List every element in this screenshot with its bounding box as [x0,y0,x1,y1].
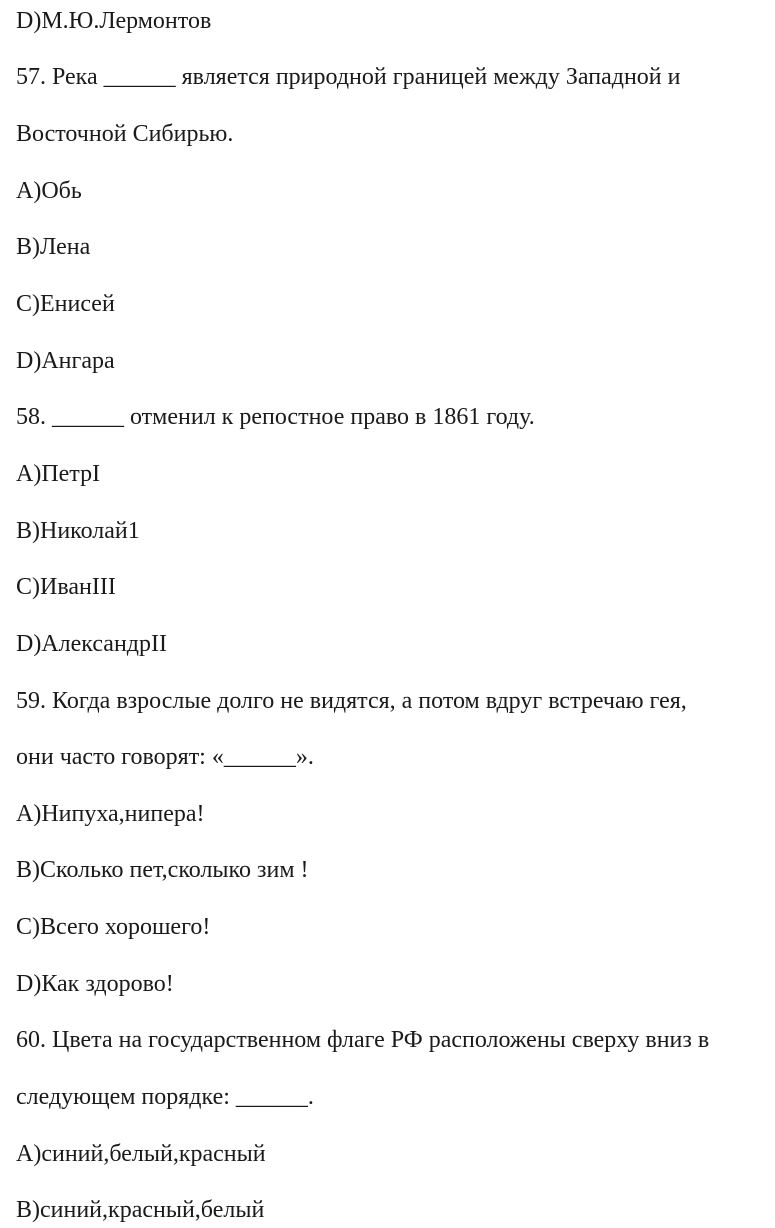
q58-option-b: B)Николай1 [16,518,140,544]
q60-option-a: A)синий,белый,красный [16,1141,266,1167]
q59-text-line-2: они часто говорят: «______». [16,744,314,770]
q57-option-c: C)Енисей [16,291,115,317]
q57-text-line-1: 57. Река ______ является природной границей между Западной и [16,64,681,90]
q57-text-line-2: Восточной Сибирью. [16,121,234,147]
q57-option-a: A)Обь [16,178,82,204]
q59-option-c: C)Всего хорошего! [16,914,211,940]
q58-option-a: A)ПетрI [16,461,101,487]
q56-option-d: D)М.Ю.Лермонтов [16,8,212,34]
q60-text-line-2: следующем порядке: ______. [16,1084,314,1110]
q59-option-d: D)Как здорово! [16,971,174,997]
q60-option-b: B)синий,красный,белый [16,1197,265,1223]
q59-option-b: B)Сколько пет,сколыко зим ! [16,857,309,883]
q58-option-d: D)АлександрII [16,631,167,657]
q57-option-b: B)Лена [16,234,91,260]
q60-text-line-1: 60. Цвета на государственном флаге РФ расположены сверху вниз в [16,1027,710,1053]
q57-option-d: D)Ангара [16,348,115,374]
q59-option-a: A)Нипуха,нипера! [16,801,205,827]
q58-option-c: C)ИванIII [16,574,116,600]
q59-text-line-1: 59. Когда взрослые долго не видятся, а потом вдруг встречаю гея, [16,688,687,714]
q58-text: 58. ______ отменил к репостное право в 1861 году. [16,404,535,430]
